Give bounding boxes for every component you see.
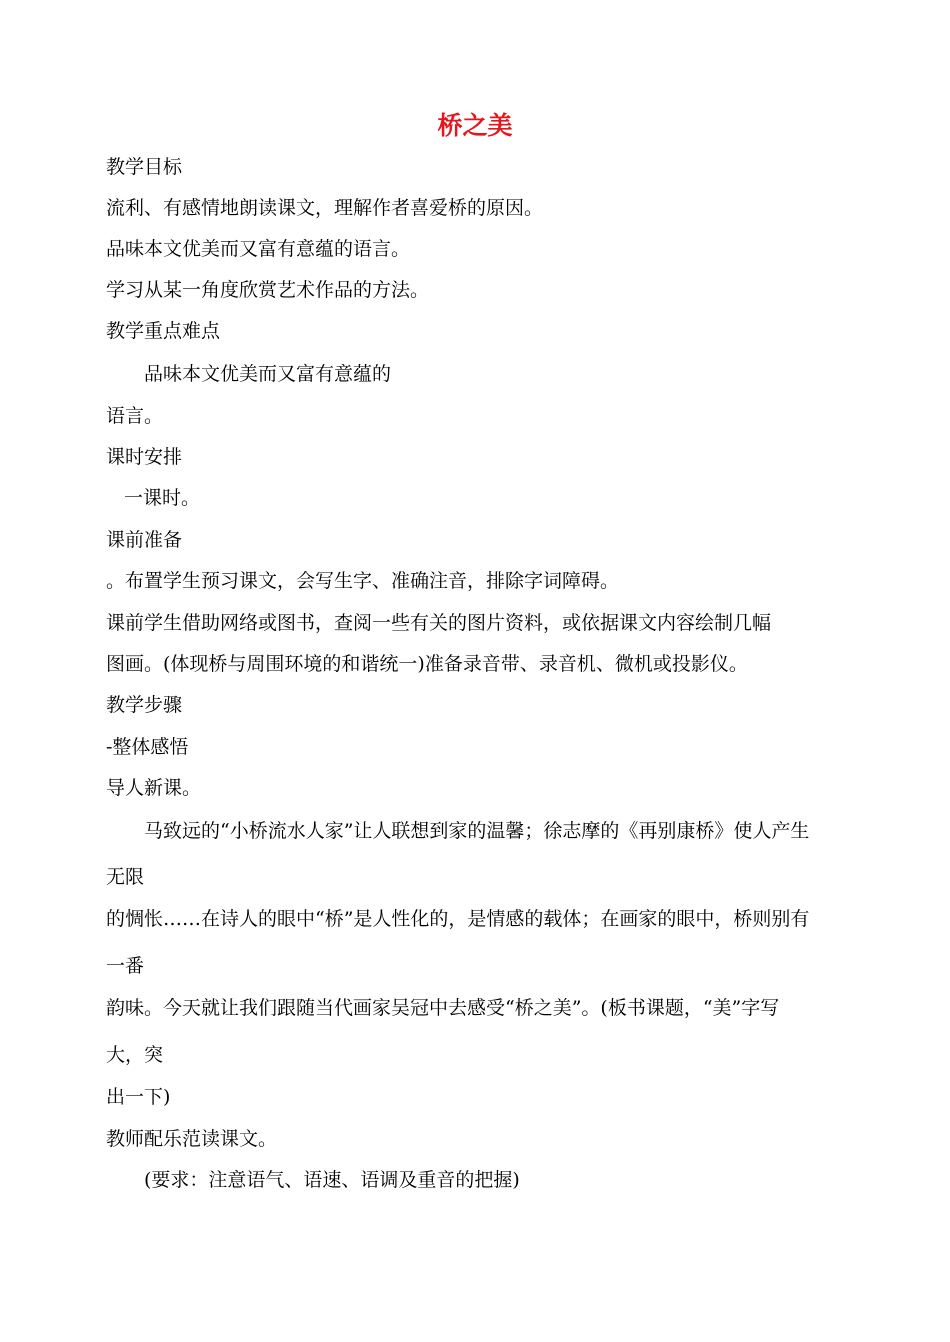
text-line: 无限 (106, 866, 145, 888)
text-line: 的惆怅……在诗人的眼中“桥”是人性化的，是情感的载体；在画家的眼中，桥则别有 (106, 908, 810, 930)
text-line: 语言。 (106, 405, 164, 427)
text-line: 马致远的“小桥流水人家”让人联想到家的温馨；徐志摩的《再别康桥》使人产生 (144, 820, 810, 842)
text-line: 教师配乐范读课文。 (106, 1128, 278, 1150)
text-line: 一课时。 (124, 487, 201, 509)
text-line: 。布置学生预习课文，会写生字、准确注音，排除字词障碍。 (106, 570, 620, 592)
text-line: 出一下) (106, 1086, 171, 1108)
text-line: 图画。(体现桥与周围环境的和谐统一)准备录音带、录音机、微机或投影仪。 (106, 653, 748, 675)
text-line: (要求：注意语气、语速、语调及重音的把握) (144, 1169, 520, 1191)
page-title: 桥之美 (437, 111, 513, 140)
heading-teaching-goals: 教学目标 (106, 156, 183, 178)
text-line: 品味本文优美而又富有意蕴的 (144, 363, 392, 385)
text-line: 品味本文优美而又富有意蕴的语言。 (106, 238, 411, 260)
heading-key-points: 教学重点难点 (106, 320, 221, 342)
subheading-overall: -整体感悟 (106, 736, 189, 758)
text-line: 学习从某一角度欣赏艺术作品的方法。 (106, 279, 430, 301)
text-line: 导人新课。 (106, 777, 202, 799)
text-line: 一番 (106, 955, 145, 977)
heading-schedule: 课时安排 (106, 446, 183, 468)
text-line: 大，突 (106, 1044, 164, 1066)
heading-preparation: 课前准备 (106, 529, 183, 551)
text-line: 韵味。今天就让我们跟随当代画家吴冠中去感受“桥之美”。(板书课题，“美”字写 (106, 997, 780, 1019)
text-line: 流利、有感情地朗读课文，理解作者喜爱桥的原因。 (106, 197, 544, 219)
text-line: 课前学生借助网络或图书，查阅一些有关的图片资料，或依据课文内容绘制几幅 (106, 612, 772, 634)
heading-teaching-steps: 教学步骤 (106, 694, 183, 716)
